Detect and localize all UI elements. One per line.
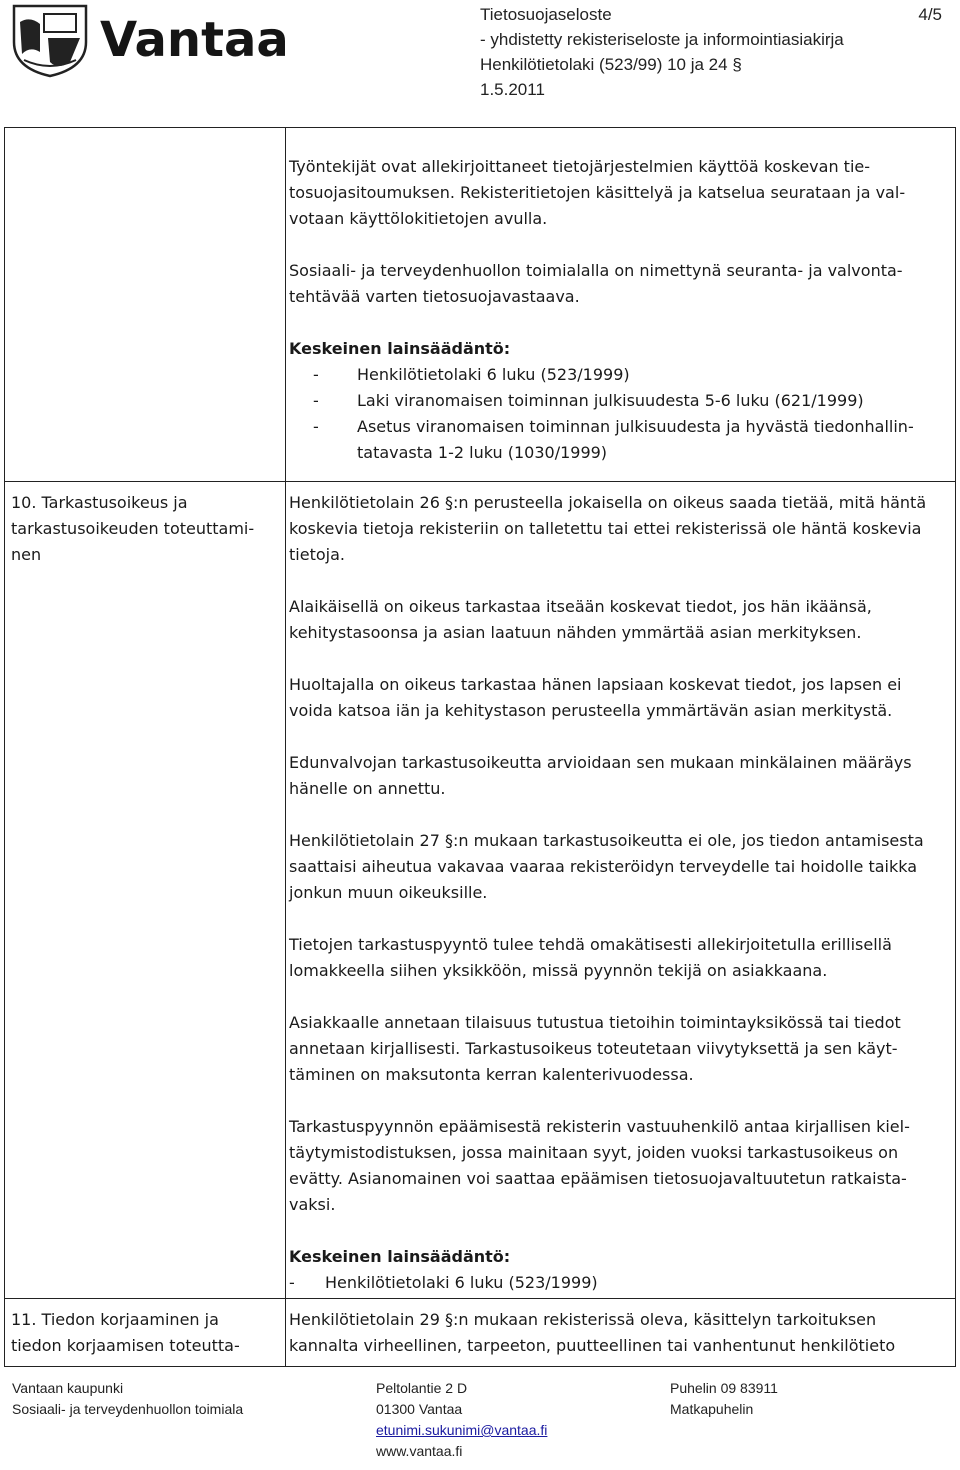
row-divider xyxy=(5,481,955,482)
paragraph: Asiakkaalle annetaan tilaisuus tutustua tietoihin toimintayksikössä tai tiedot annetaan kirjallisesti. Tarkastusoikeus toteutetaan viivytyksettä ja sen käyttäminen on maksutonta kerran kalenterivuodessa. xyxy=(289,1013,901,1084)
footer-contact xyxy=(670,1378,778,1420)
column-divider xyxy=(285,128,286,1366)
row-divider xyxy=(5,1298,955,1299)
law-list-item: - Henkilötietolaki 6 luku (523/1999) xyxy=(313,365,630,384)
law-list-item: - Laki viranomaisen toiminnan julkisuudesta 5-6 luku (621/1999) xyxy=(313,391,864,410)
document-subtitle-line: - yhdistetty rekisteriseloste ja informointiasiakirja xyxy=(480,30,844,49)
paragraph: Henkilötietolain 27 §:n mukaan tarkastusoikeutta ei ole, jos tiedon antamisesta saattaisi aiheutua vakavaa vaaraa rekisteröidyn terveydelle tai hoidolle taikka jonkun muun oikeuksille. xyxy=(289,831,924,902)
paragraph: Edunvalvojan tarkastusoikeutta arvioidaan sen mukaan minkälainen määräys hänelle on annettu. xyxy=(289,753,912,798)
paragraph: Tietojen tarkastuspyyntö tulee tehdä omakätisesti allekirjoitetulla erillisellä lomakkeella siihen yksikköön, missä pyynnön tekijä on asiakkaana. xyxy=(289,935,892,980)
paragraph: Sosiaali- ja terveydenhuollon toimialalla on nimettynä seuranta- ja valvontatehtävää varten tietosuojavastaava. xyxy=(289,261,903,306)
footer-organization xyxy=(12,1378,243,1420)
page-number: 4/5 xyxy=(918,5,942,24)
footer-street: Peltolantie 2 D xyxy=(376,1380,468,1396)
law-list xyxy=(289,1270,943,1296)
law-list xyxy=(289,362,943,466)
page-header xyxy=(0,0,960,110)
law-heading: Keskeinen lainsäädäntö: xyxy=(289,339,511,358)
paragraph: Henkilötietolain 26 §:n perusteella jokaisella on oikeus saada tietää, mitä häntä koskevia tietoja rekisteriin on talletettu tai ettei rekisterissä ole häntä koskevia tietoja. xyxy=(289,493,927,564)
content-table xyxy=(4,127,956,1367)
row-1-content xyxy=(289,154,943,466)
law-list-item: - Henkilötietolaki 6 luku (523/1999) xyxy=(289,1273,598,1292)
paragraph: Tarkastuspyynnön epäämisestä rekisterin vastuuhenkilö antaa kirjallisen kieltäytymistodistuksen, jossa mainitaan syyt, joiden vuoksi tarkastusoikeus on evätty. Asianomainen voi saattaa epäämisen tietosuojavaltuutetun ratkaistavaksi. xyxy=(289,1117,910,1214)
law-heading: Keskeinen lainsäädäntö: xyxy=(289,1247,511,1266)
footer-city: Vantaan kaupunki xyxy=(12,1380,124,1396)
page-footer xyxy=(0,1378,960,1470)
footer-email-link[interactable]: etunimi.sukunimi@vantaa.fi xyxy=(376,1422,548,1438)
document-title xyxy=(480,2,844,102)
footer-mobile: Matkapuhelin xyxy=(670,1401,754,1417)
paragraph: Työntekijät ovat allekirjoittaneet tietojärjestelmien käyttöä koskevan tietosuojasitoumuksen. Rekisteritietojen käsittelyä ja katselua seurataan ja valvotaan käyttölokitietojen avulla. xyxy=(289,157,906,228)
footer-postal: 01300 Vantaa xyxy=(376,1401,463,1417)
law-list-item: - Asetus viranomaisen toiminnan julkisuudesta ja hyvästä tiedonhallintatavasta 1-2 luku (1030/1999) xyxy=(313,417,914,462)
row-3-heading: 11. Tiedon korjaaminen ja tiedon korjaamisen toteutta- xyxy=(11,1310,240,1355)
document-title-line: Tietosuojaseloste xyxy=(480,5,612,24)
paragraph: Henkilötietolain 29 §:n mukaan rekisterissä oleva, käsittelyn tarkoituksen kannalta virheellinen, tarpeeton, puutteellinen tai vanhentunut henkilötieto xyxy=(289,1310,896,1355)
document-law-line: Henkilötietolaki (523/99) 10 ja 24 § xyxy=(480,55,742,74)
footer-phone: Puhelin 09 83911 xyxy=(670,1380,778,1396)
brand-wordmark: Vantaa xyxy=(100,12,289,68)
paragraph: Huoltajalla on oikeus tarkastaa hänen lapsiaan koskevat tiedot, jos lapsen ei voida katsoa iän ja kehitystason perusteella ymmärtävän asian merkitystä. xyxy=(289,675,902,720)
footer-department: Sosiaali- ja terveydenhuollon toimiala xyxy=(12,1401,244,1417)
vantaa-crest-logo-icon xyxy=(10,2,90,78)
row-3-content xyxy=(289,1307,943,1359)
document-date-line: 1.5.2011 xyxy=(480,80,545,99)
row-2-content xyxy=(289,490,943,1296)
row-2-heading: 10. Tarkastusoikeus ja tarkastusoikeuden toteuttaminen xyxy=(11,493,255,564)
footer-website-link[interactable]: www.vantaa.fi xyxy=(376,1443,463,1459)
footer-address xyxy=(376,1378,547,1462)
paragraph: Alaikäisellä on oikeus tarkastaa itseään koskevat tiedot, jos hän ikäänsä, kehitystasoonsa ja asian laatuun nähden ymmärtää asian merkityksen. xyxy=(289,597,872,642)
